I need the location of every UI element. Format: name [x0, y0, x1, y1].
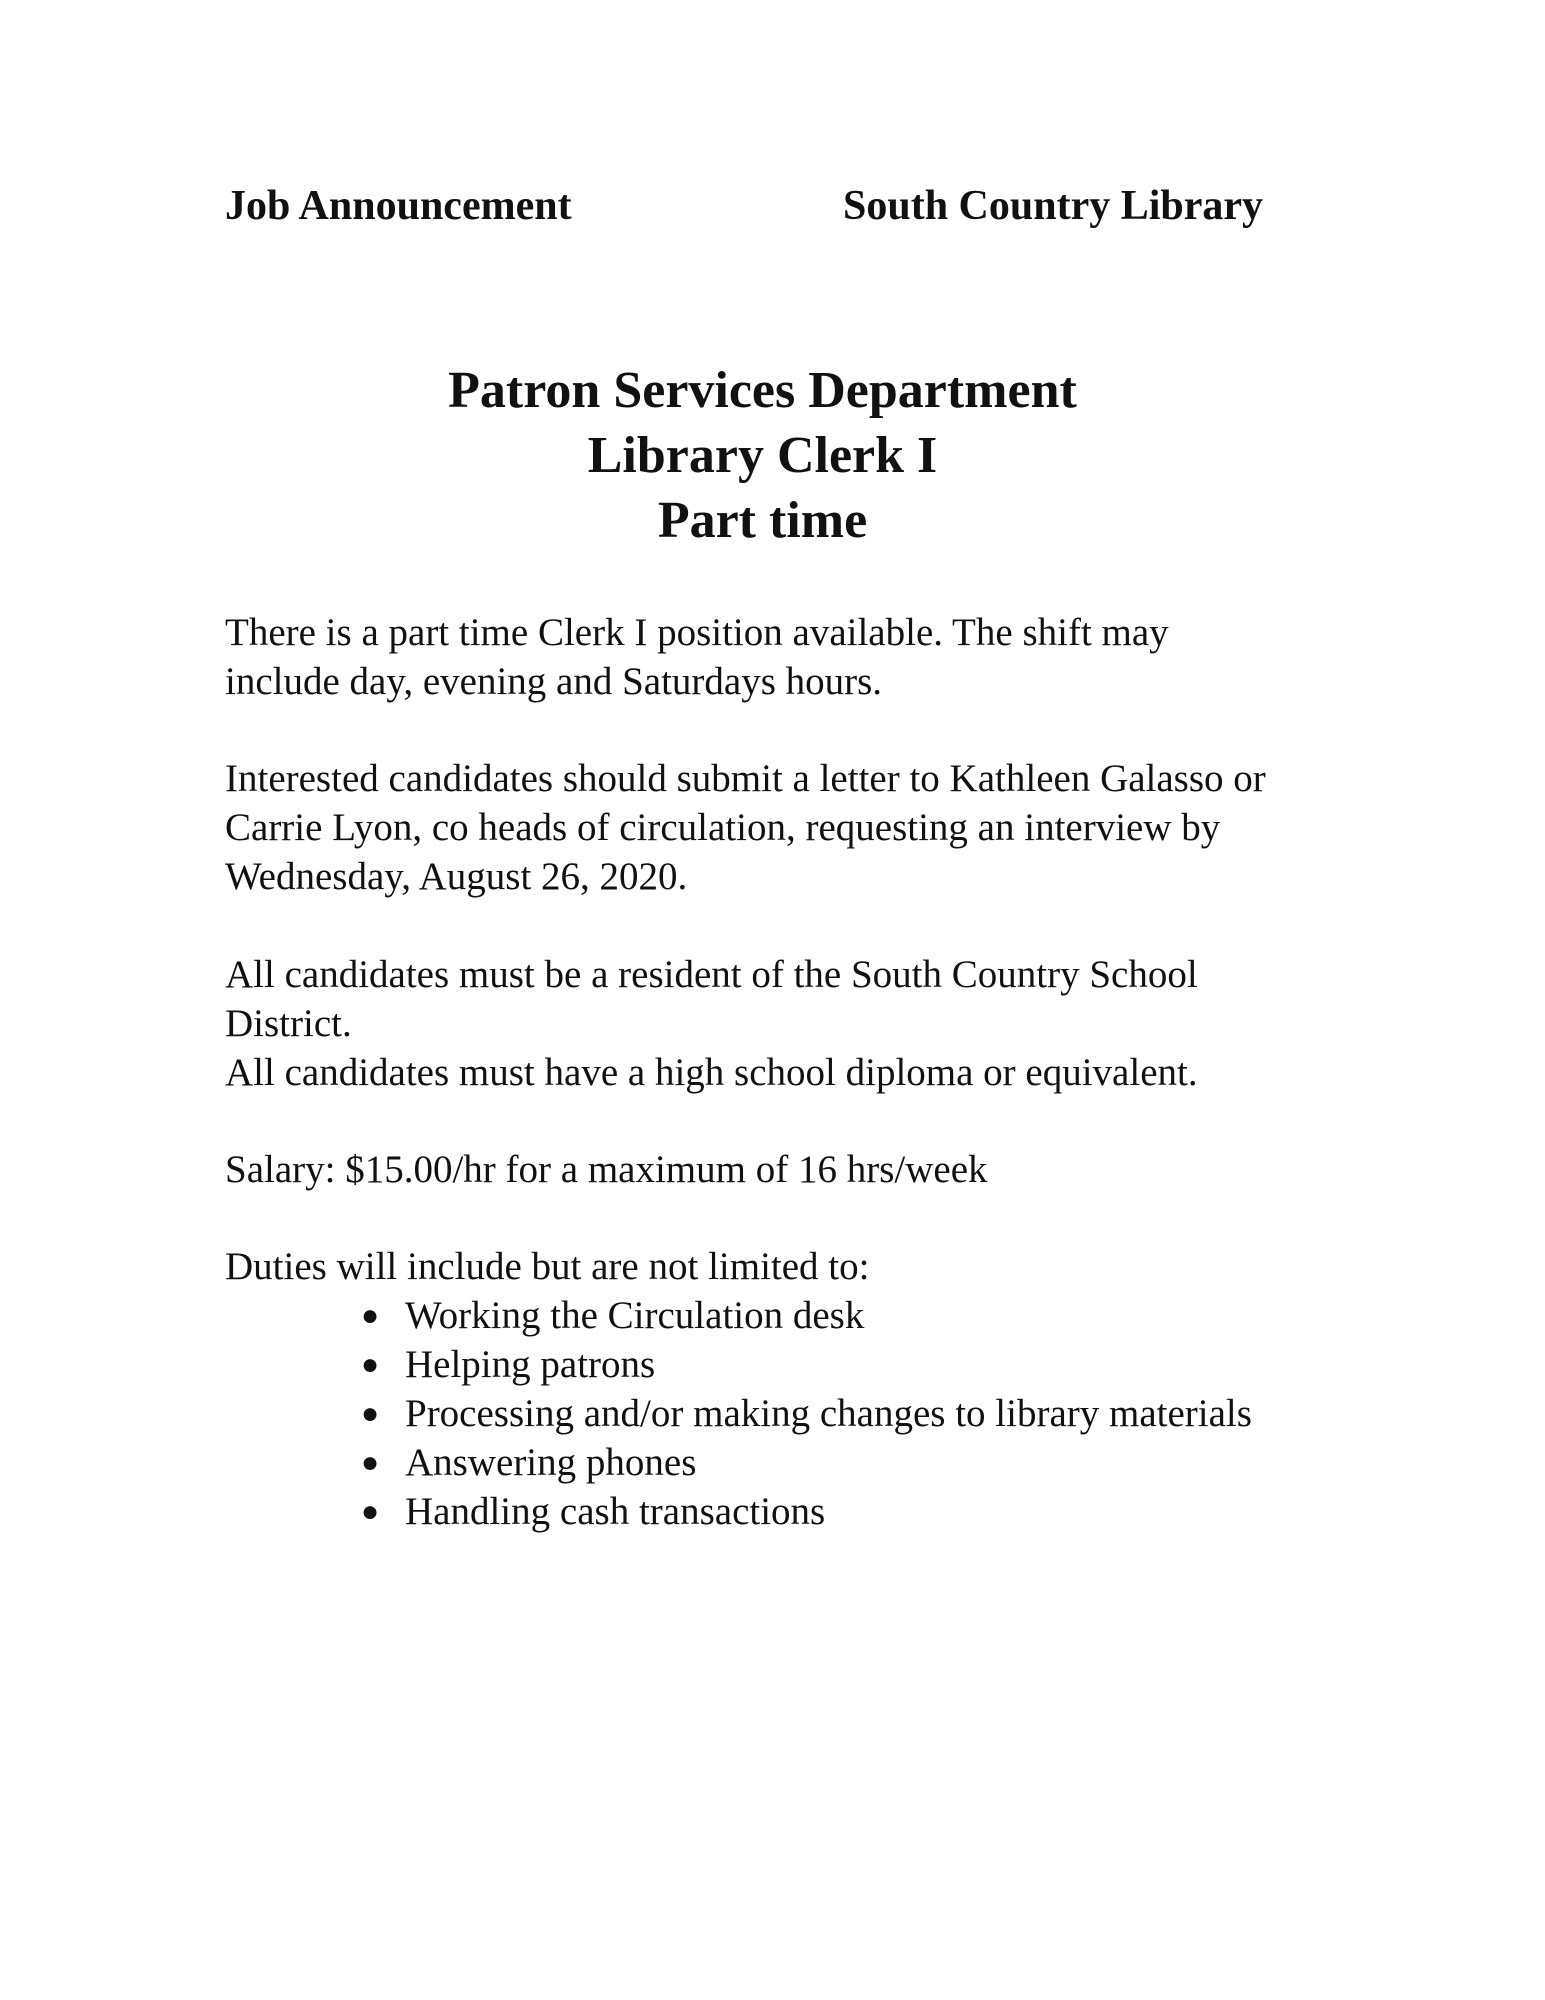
bullet-icon: ●: [361, 1348, 380, 1381]
duty-text: Answering phones: [405, 1441, 697, 1484]
title-employment-type: Part time: [657, 492, 868, 549]
bullet-icon: ●: [361, 1495, 380, 1528]
header-library-name: South Country Library: [843, 183, 1264, 229]
text-line: All candidates must be a resident of the South Country School: [225, 953, 1198, 996]
paragraph-salary: [225, 1145, 1345, 1194]
duties-list: [361, 1291, 1252, 1536]
list-item: [361, 1438, 1252, 1487]
duty-text: Working the Circulation desk: [405, 1294, 865, 1337]
bullet-icon: ●: [361, 1397, 380, 1430]
header-job-announcement: Job Announcement: [225, 183, 572, 229]
text-line: District.: [225, 1002, 352, 1045]
title-position: Library Clerk I: [587, 427, 938, 484]
paragraph-duties-intro: [225, 1242, 1345, 1291]
duty-text: Handling cash transactions: [405, 1490, 826, 1533]
text-line: Carrie Lyon, co heads of circulation, requesting an interview by: [225, 806, 1221, 849]
list-item: [361, 1487, 1252, 1536]
text-line: include day, evening and Saturdays hours.: [225, 660, 883, 703]
title-department: Patron Services Department: [448, 362, 1077, 419]
duty-text: Helping patrons: [405, 1343, 656, 1386]
salary-text: Salary: $15.00/hr for a maximum of 16 hrs/week: [225, 1148, 988, 1191]
list-item: [361, 1340, 1252, 1389]
bullet-icon: ●: [361, 1446, 380, 1479]
duty-text: Processing and/or making changes to library materials: [405, 1392, 1252, 1435]
list-item: [361, 1291, 1252, 1340]
text-line: There is a part time Clerk I position available. The shift may: [225, 611, 1169, 654]
duties-intro-text: Duties will include but are not limited to:: [225, 1245, 870, 1288]
paragraph-position: [225, 608, 1345, 706]
title-block: [0, 358, 1525, 553]
text-line: Interested candidates should submit a letter to Kathleen Galasso or: [225, 757, 1266, 800]
text-line: Wednesday, August 26, 2020.: [225, 855, 688, 898]
list-item: [361, 1389, 1252, 1438]
bullet-icon: ●: [361, 1299, 380, 1332]
text-line: All candidates must have a high school diploma or equivalent.: [225, 1051, 1198, 1094]
paragraph-requirements: [225, 950, 1345, 1097]
paragraph-apply: [225, 754, 1345, 901]
